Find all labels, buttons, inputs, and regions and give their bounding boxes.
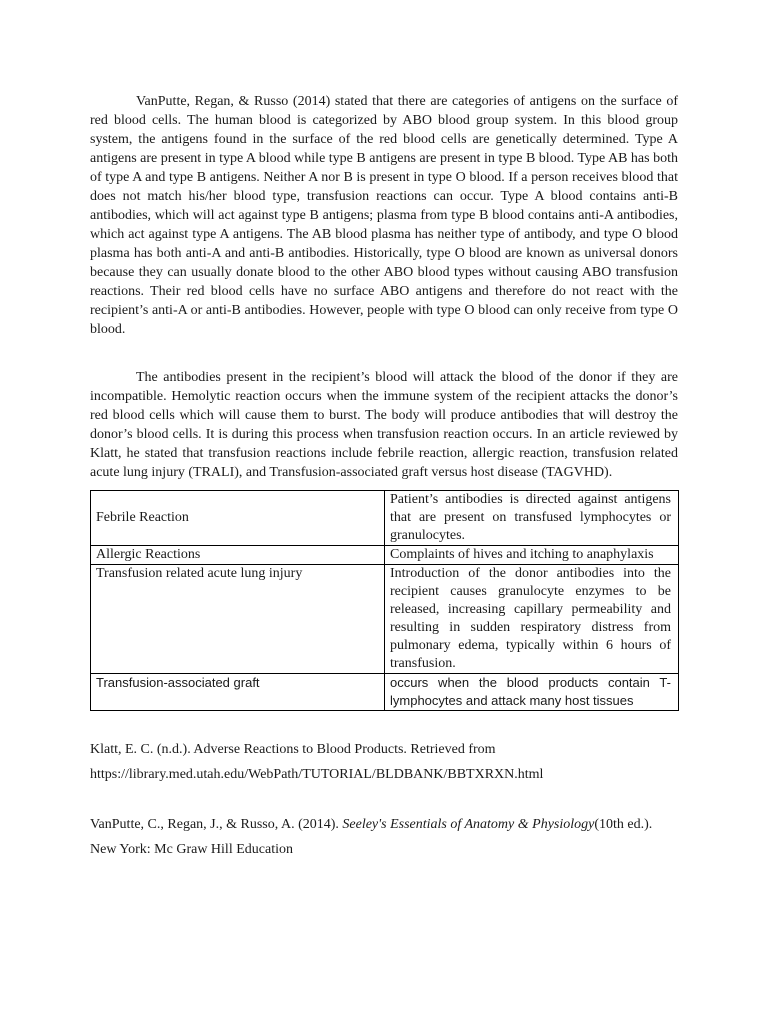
reference-vanputte-authors: VanPutte, C., Regan, J., & Russo, A. (2014).	[90, 817, 343, 832]
reaction-description-cell: Introduction of the donor antibodies into the recipient causes granulocyte enzymes to be released, increasing capillary permeability and resulting in sudden respiratory distress from pulmonary edema, typically within 6 hours of transfusion.	[385, 565, 679, 674]
references-section	[90, 737, 678, 862]
reaction-name-cell: Transfusion related acute lung injury	[91, 565, 385, 674]
reference-klatt-url: https://library.med.utah.edu/WebPath/TUTORIAL/BLDBANK/BBTXRXN.html	[90, 767, 544, 782]
reaction-name-cell: Febrile Reaction	[91, 491, 385, 546]
table-row	[91, 546, 679, 565]
table-row	[91, 565, 679, 674]
transfusion-reactions-table	[90, 490, 679, 711]
reaction-description-cell: occurs when the blood products contain T-lymphocytes and attack many host tissues	[385, 674, 679, 711]
reaction-description-cell: Complaints of hives and itching to anaphylaxis	[385, 546, 679, 565]
reference-vanputte	[90, 812, 678, 862]
reaction-name-cell: Allergic Reactions	[91, 546, 385, 565]
reaction-description-cell: Patient’s antibodies is directed against antigens that are present on transfused lymphocytes or granulocytes.	[385, 491, 679, 546]
table-row	[91, 674, 679, 711]
reference-klatt-line-1: Klatt, E. C. (n.d.). Adverse Reactions to Blood Products. Retrieved from	[90, 742, 496, 757]
reference-klatt	[90, 737, 678, 787]
document-page	[90, 92, 678, 862]
body-paragraph-2: The antibodies present in the recipient’s blood will attack the blood of the donor if they are incompatible. Hemolytic reaction occurs when the immune system of the recipient attacks the donor’s red blood cells which will cause them to burst. The body will produce antibodies that will destroy the donor’s blood cells. It is during this process when transfusion reaction occurs. In an article reviewed by Klatt, he stated that transfusion reactions include febrile reaction, allergic reaction, transfusion related acute lung injury (TRALI), and Transfusion-associated graft versus host disease (TAGVHD).	[90, 370, 678, 480]
reference-vanputte-publisher: (10th ed.). New York: Mc Graw Hill Education	[90, 817, 653, 857]
table-row	[91, 491, 679, 546]
body-paragraph-1: VanPutte, Regan, & Russo (2014) stated that there are categories of antigens on the surface of red blood cells. The human blood is categorized by ABO blood group system. In this blood group system, the antigens found in the surface of the red blood cells are genetically determined. Type A antigens are present in type A blood while type B antigens are present in type B blood. Type AB has both of type A and type B antigens. Neither A nor B is present in type O blood. If a person receives blood that does not match his/her blood type, transfusion reactions can occur. Type A blood contains anti-B antibodies, which will act against type B antigens; plasma from type B blood contains anti-A antibodies, which act against type A antigens. The AB blood plasma has neither type of antibody, and type O blood plasma has both anti-A and anti-B antibodies. Historically, type O blood are known as universal donors because they can usually donate blood to the other ABO blood types without causing ABO transfusion reactions. Their red blood cells have no surface ABO antigens and therefore do not react with the recipient’s anti-A or anti-B antibodies. However, people with type O blood can only receive from type O blood.	[90, 94, 678, 337]
reaction-name-cell: Transfusion-associated graft	[91, 674, 385, 711]
reference-vanputte-title: Seeley's Essentials of Anatomy & Physiology	[342, 817, 595, 832]
